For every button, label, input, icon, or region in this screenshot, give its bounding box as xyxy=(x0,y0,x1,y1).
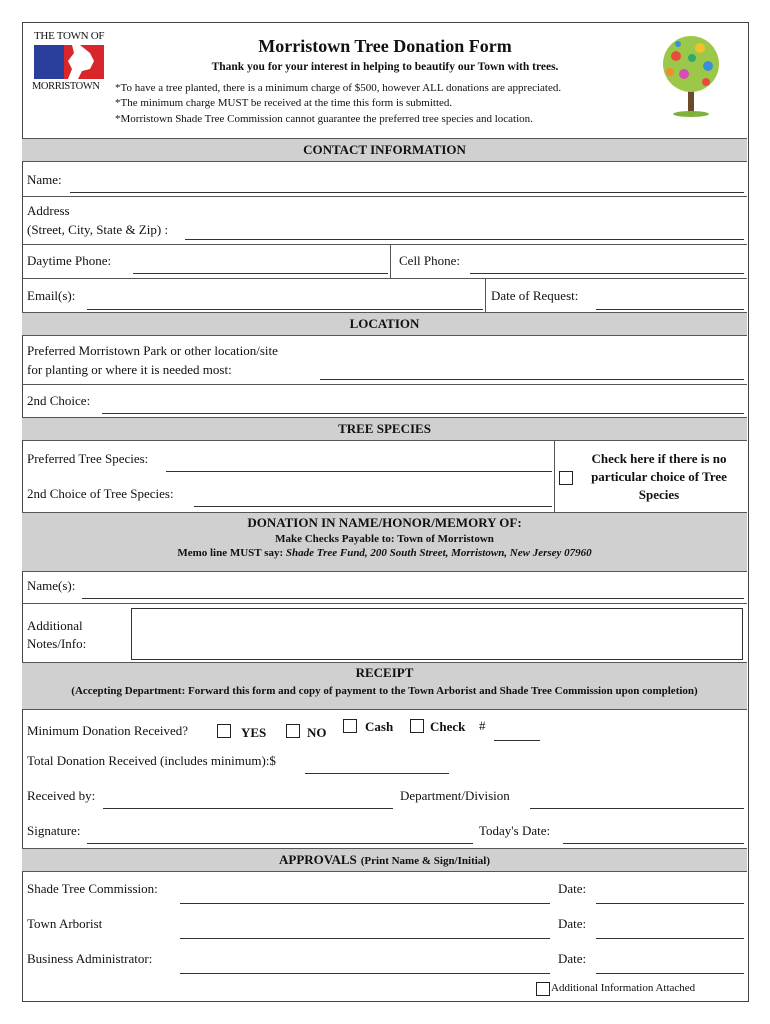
shade-tree-input-line[interactable] xyxy=(180,903,550,904)
divider-vertical xyxy=(390,244,391,278)
divider xyxy=(22,384,747,385)
signature-input-line[interactable] xyxy=(87,843,473,844)
receipt-section-header xyxy=(22,662,747,710)
logo-line2: MORRISTOWN xyxy=(32,81,100,92)
notes-label-2: Notes/Info: xyxy=(27,636,87,651)
approvals-section-header xyxy=(22,848,747,872)
cell-phone-input-line[interactable] xyxy=(470,273,744,274)
donation-names-input-line[interactable] xyxy=(82,598,744,599)
address-label-1: Address xyxy=(27,203,70,218)
no-choice-line-1: Check here if there is no xyxy=(591,451,727,466)
notes-label-1: Additional xyxy=(27,618,83,633)
form-title: Morristown Tree Donation Form xyxy=(258,36,512,56)
donation-names-label: Name(s): xyxy=(27,578,76,593)
form-subtitle: Thank you for your interest in helping to beautify our Town with trees. xyxy=(211,61,559,73)
arborist-date-label: Date: xyxy=(558,916,587,931)
daytime-phone-label: Daytime Phone: xyxy=(27,253,112,268)
divider xyxy=(22,278,747,279)
divider-vertical xyxy=(554,440,555,512)
notes-textarea[interactable] xyxy=(131,608,743,660)
cash-label: Cash xyxy=(365,719,394,734)
no-checkbox[interactable] xyxy=(286,724,300,738)
date-request-label: Date of Request: xyxy=(491,288,579,303)
check-number-hash: # xyxy=(479,718,486,733)
note-2: *The minimum charge MUST be received at the time this form is submitted. xyxy=(115,97,453,109)
logo-flag-icon xyxy=(32,43,112,83)
address-label-2: (Street, City, State & Zip) : xyxy=(27,222,169,237)
donation-section-header xyxy=(22,512,747,572)
second-location-label: 2nd Choice: xyxy=(27,393,91,408)
location-heading: LOCATION xyxy=(349,316,420,331)
cell-phone-label: Cell Phone: xyxy=(399,253,461,268)
preferred-location-label-2: for planting or where it is needed most: xyxy=(27,362,232,377)
received-by-label: Received by: xyxy=(27,788,96,803)
approvals-heading-note: (Print Name & Sign/Initial) xyxy=(360,855,491,867)
no-choice-line-3: Species xyxy=(638,487,680,502)
check-number-input-line[interactable] xyxy=(494,740,540,741)
todays-date-label: Today's Date: xyxy=(479,823,551,838)
yes-checkbox[interactable] xyxy=(217,724,231,738)
donation-heading: DONATION IN NAME/HONOR/MEMORY OF: xyxy=(247,515,522,530)
admin-input-line[interactable] xyxy=(180,973,550,974)
min-donation-label: Minimum Donation Received? xyxy=(27,723,189,738)
no-choice-line-2: particular choice of Tree xyxy=(591,469,727,484)
shade-tree-date-input-line[interactable] xyxy=(596,903,744,904)
check-label: Check xyxy=(430,719,466,734)
species-heading: TREE SPECIES xyxy=(338,421,431,436)
department-input-line[interactable] xyxy=(530,808,744,809)
memo-value: Shade Tree Fund, 200 South Street, Morristown, New Jersey 07960 xyxy=(285,547,592,559)
date-request-input-line[interactable] xyxy=(596,309,744,310)
no-species-preference-label xyxy=(576,450,742,504)
total-donation-label: Total Donation Received (includes minimum):$ xyxy=(27,753,276,768)
admin-date-input-line[interactable] xyxy=(596,973,744,974)
memo-line xyxy=(22,547,747,559)
tree-illustration-icon xyxy=(656,34,726,118)
email-label: Email(s): xyxy=(27,288,76,303)
todays-date-input-line[interactable] xyxy=(563,843,744,844)
preferred-location-label-1: Preferred Morristown Park or other location/site xyxy=(27,343,278,358)
signature-label: Signature: xyxy=(27,823,81,838)
received-by-input-line[interactable] xyxy=(103,808,393,809)
memo-label: Memo line MUST say: xyxy=(177,547,284,559)
department-label: Department/Division xyxy=(400,788,510,803)
cash-checkbox[interactable] xyxy=(343,719,357,733)
additional-info-checkbox[interactable] xyxy=(536,982,550,996)
email-input-line[interactable] xyxy=(87,309,483,310)
receipt-heading: RECEIPT xyxy=(355,665,414,680)
arborist-label: Town Arborist xyxy=(27,916,103,931)
species-section-header xyxy=(22,417,747,441)
preferred-species-input-line[interactable] xyxy=(166,471,552,472)
second-location-input-line[interactable] xyxy=(102,413,744,414)
total-donation-input-line[interactable] xyxy=(305,773,449,774)
logo-line1: THE TOWN OF xyxy=(34,30,105,42)
admin-date-label: Date: xyxy=(558,951,587,966)
daytime-phone-input-line[interactable] xyxy=(133,273,388,274)
second-species-label: 2nd Choice of Tree Species: xyxy=(27,486,174,501)
divider xyxy=(22,603,747,604)
divider-vertical xyxy=(485,278,486,312)
checks-payable-text: Make Checks Payable to: Town of Morristown xyxy=(275,533,494,545)
name-input-line[interactable] xyxy=(70,192,744,193)
name-label: Name: xyxy=(27,172,62,187)
divider xyxy=(22,196,747,197)
note-3: *Morristown Shade Tree Commission cannot guarantee the preferred tree species and location. xyxy=(115,113,533,125)
divider xyxy=(22,244,747,245)
additional-info-label: Additional Information Attached xyxy=(551,982,696,994)
shade-tree-date-label: Date: xyxy=(558,881,587,896)
location-section-header xyxy=(22,312,747,336)
no-label: NO xyxy=(307,725,327,740)
arborist-date-input-line[interactable] xyxy=(596,938,744,939)
no-species-preference-checkbox[interactable] xyxy=(559,471,573,485)
preferred-species-label: Preferred Tree Species: xyxy=(27,451,149,466)
check-checkbox[interactable] xyxy=(410,719,424,733)
contact-heading: CONTACT INFORMATION xyxy=(303,142,466,157)
town-logo xyxy=(32,30,114,92)
yes-label: YES xyxy=(241,725,267,740)
arborist-input-line[interactable] xyxy=(180,938,550,939)
approvals-heading: APPROVALS xyxy=(278,852,357,867)
second-species-input-line[interactable] xyxy=(194,506,552,507)
preferred-location-input-line[interactable] xyxy=(320,379,744,380)
contact-section-header xyxy=(22,138,747,162)
note-1: *To have a tree planted, there is a minimum charge of $500, however ALL donations are appreciated. xyxy=(115,82,562,94)
shade-tree-label: Shade Tree Commission: xyxy=(27,881,158,896)
receipt-subheading: (Accepting Department: Forward this form and copy of payment to the Town Arborist and Shade Tree Commission upon completion) xyxy=(71,685,698,697)
address-input-line[interactable] xyxy=(185,239,744,240)
admin-label: Business Administrator: xyxy=(27,951,153,966)
